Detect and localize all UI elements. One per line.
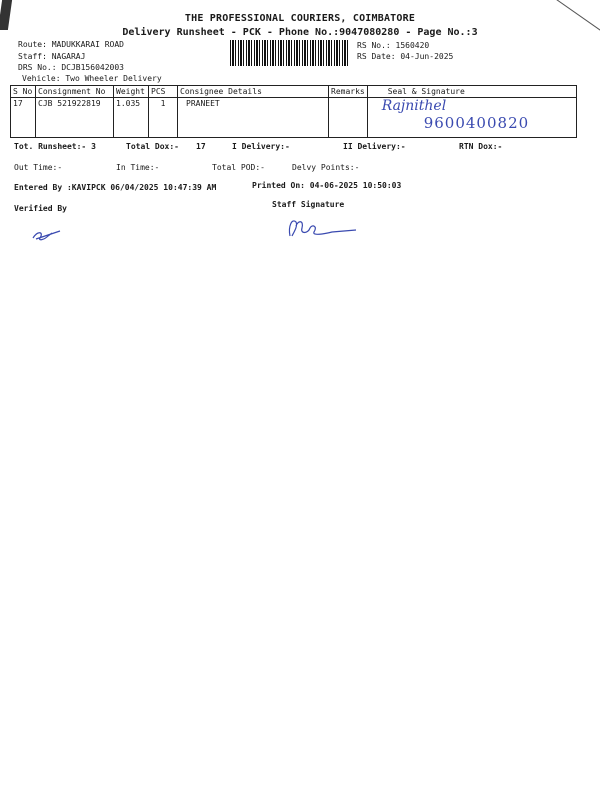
col-pcs: PCS [149, 86, 178, 98]
cell-signature [367, 98, 576, 138]
table-row [11, 98, 577, 138]
verified-by: Verified By [14, 204, 67, 213]
entered-by: Entered By :KAVIPCK 06/04/2025 10:47:39 AM [14, 183, 217, 192]
cell-pcs: 1 [149, 98, 178, 138]
vehicle-label: Vehicle: Two Wheeler Delivery [22, 74, 162, 83]
verifier-signature [30, 226, 64, 244]
col-sno: S No [11, 86, 36, 98]
printed-on: Printed On: 04-06-2025 10:50:03 [252, 181, 402, 190]
total-dox-value: 17 [196, 142, 206, 151]
ii-delivery: II Delivery:- [343, 142, 406, 151]
total-pod: Total POD:- [212, 163, 265, 172]
staff-signature [284, 216, 360, 240]
col-remarks: Remarks [329, 86, 368, 98]
col-signature: Seal & Signature [367, 86, 576, 98]
staff-signature-label: Staff Signature [272, 200, 345, 209]
cell-weight: 1.035 [114, 98, 149, 138]
staff-label: Staff: NAGARAJ [18, 52, 86, 61]
runsheet-table [10, 85, 577, 138]
handwritten-name: Rajnithel [381, 98, 447, 114]
barcode [230, 40, 348, 66]
total-dox-label: Total Dox:- [126, 142, 179, 151]
in-time: In Time:- [116, 163, 160, 172]
rs-number: RS No.: 1560420 [357, 41, 430, 50]
rs-date: RS Date: 04-Jun-2025 [357, 52, 454, 61]
cell-consignee: PRANEET [178, 98, 329, 138]
rtn-dox: RTN Dox:- [459, 142, 503, 151]
delvy-points: Delvy Points:- [292, 163, 360, 172]
cell-sno: 17 [11, 98, 36, 138]
handwritten-phone: 9600400820 [423, 114, 530, 132]
drs-number: DRS No.: DCJB156042003 [18, 63, 124, 72]
route-label: Route: MADUKKARAI ROAD [18, 40, 124, 49]
tot-runsheet: Tot. Runsheet:- 3 [14, 142, 96, 151]
col-consignee: Consignee Details [178, 86, 329, 98]
cell-consignment: CJB 521922819 [36, 98, 114, 138]
runsheet-title: Delivery Runsheet - PCK - Phone No.:9047080280 - Page No.:3 [122, 27, 478, 38]
cell-remarks [329, 98, 368, 138]
company-name: THE PROFESSIONAL COURIERS, COIMBATORE [184, 13, 416, 24]
table-header-row [11, 86, 577, 98]
i-delivery: I Delivery:- [232, 142, 290, 151]
out-time: Out Time:- [14, 163, 63, 172]
col-weight: Weight [114, 86, 149, 98]
col-consignment: Consignment No [36, 86, 114, 98]
